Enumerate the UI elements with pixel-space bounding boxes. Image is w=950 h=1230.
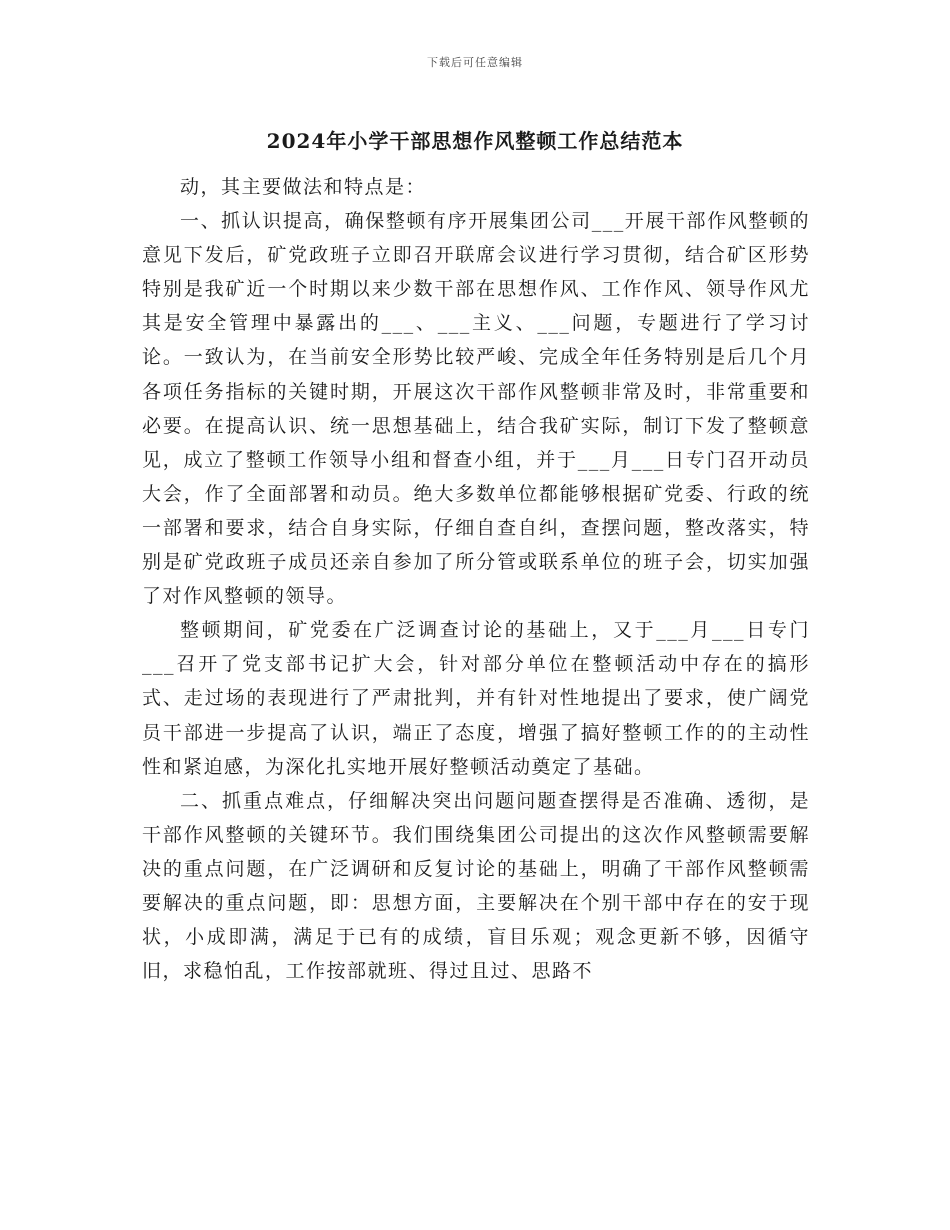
document-title: 2024年小学干部思想作风整顿工作总结范本	[266, 129, 684, 153]
paragraph-3: 整顿期间，矿党委在广泛调查讨论的基础上，又于___月___日专门___召开了党支部书记扩大会，针对部分单位在整顿活动中存在的搞形式、走过场的表现进行了严肃批判，并有针对性地提出了要求，使广阔党员干部进一步提高了认识，端正了态度，增强了搞好整顿工作的的主动性性和紧迫感，为深化扎实地开展好整顿活动奠定了基础。	[142, 619, 810, 778]
paragraph-1: 动，其主要做法和特点是：	[180, 176, 427, 198]
paragraph-2: 一、抓认识提高，确保整顿有序开展集团公司___开展干部作风整顿的意见下发后，矿党政班子立即召开联席会议进行学习贯彻，结合矿区形势特别是我矿近一个时期以来少数干部在思想作风、工作作风、领导作风尤其是安全管理中暴露出的___、___主义、___问题，专题进行了学习讨论。一致认为，在当前安全形势比较严峻、完成全年任务特别是后几个月各项任务指标的关键时期，开展这次干部作风整顿非常及时，非常重要和必要。在提高认识、统一思想基础上，结合我矿实际，制订下发了整顿意见，成立了整顿工作领导小组和督查小组，并于___月___日专门召开动员大会，作了全面部署和动员。绝大多数单位都能够根据矿党委、行政的统一部署和要求，结合自身实际，仔细自查自纠，查摆问题，整改落实，特别是矿党政班子成员还亲自参加了所分管或联系单位的班子会，切实加强了对作风整顿的领导。	[142, 210, 810, 608]
paragraph-4: 二、抓重点难点，仔细解决突出问题问题查摆得是否准确、透彻，是干部作风整顿的关键环节。我们围绕集团公司提出的这次作风整顿需要解决的重点问题，在广泛调研和反复讨论的基础上，明确了干部作风整顿需要解决的重点问题，即：思想方面，主要解决在个别干部中存在的安于现状，小成即满，满足于已有的成绩，盲目乐观；观念更新不够，因循守旧，求稳怕乱，工作按部就班、得过且过、思路不	[142, 789, 810, 983]
header-note: 下载后可任意编辑	[427, 56, 523, 69]
document-body	[142, 170, 810, 988]
